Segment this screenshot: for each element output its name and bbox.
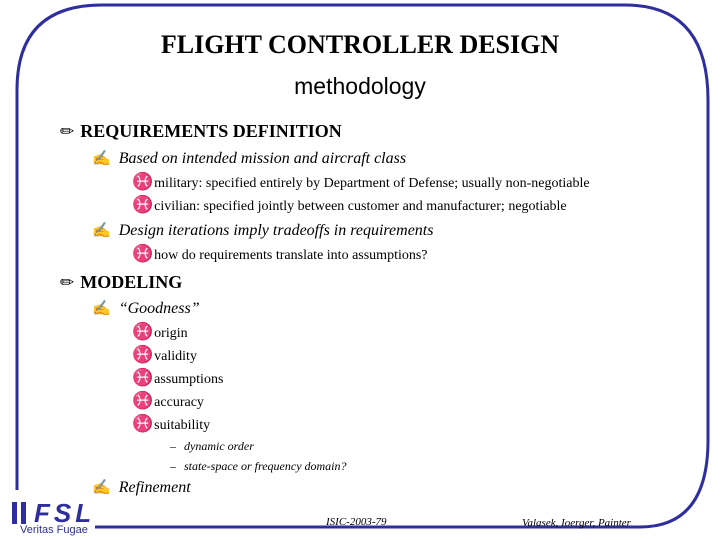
section-heading: ✏ MODELING: [60, 272, 183, 292]
pencil-icon: ✏: [60, 273, 75, 292]
sub-item: ♓suitability: [132, 414, 211, 433]
pisces-icon: ♓: [132, 391, 154, 410]
section-heading: ✏ REQUIREMENTS DEFINITION: [60, 121, 342, 141]
sub-item: ♓accuracy: [132, 391, 204, 410]
footer-authors: Valasek, Ioerger, Painter: [522, 517, 631, 529]
sub-item: ♓military: specified entirely by Department of Defense; usually non-negotiable: [132, 172, 590, 191]
footer-center: ISIC-2003-79: [326, 516, 387, 528]
writing-hand-icon: ✍: [92, 480, 111, 496]
sub-item: ♓how do requirements translate into assumptions?: [132, 244, 428, 263]
logo-text: FSL: [12, 502, 95, 524]
pisces-icon: ♓: [132, 195, 154, 214]
pisces-icon: ♓: [132, 345, 154, 364]
dash-item: – state-space or frequency domain?: [170, 459, 347, 473]
sub-item: ♓origin: [132, 322, 188, 341]
slide-subtitle: methodology: [294, 73, 426, 99]
sub-item: ♓assumptions: [132, 368, 224, 387]
sub-item: ♓validity: [132, 345, 197, 364]
writing-hand-icon: ✍: [92, 301, 111, 317]
logo-motto: Veritas Fugae: [20, 524, 88, 536]
pisces-icon: ♓: [132, 322, 154, 341]
pisces-icon: ♓: [132, 368, 154, 387]
writing-hand-icon: ✍: [92, 151, 111, 167]
writing-hand-icon: ✍: [92, 223, 111, 239]
dash-item: – dynamic order: [170, 439, 254, 453]
list-item: ✍ “Goodness”: [92, 300, 200, 317]
fsl-logo: [12, 498, 96, 537]
pisces-icon: ♓: [132, 244, 154, 263]
list-item: ✍ Refinement: [92, 479, 191, 496]
pencil-icon: ✏: [60, 122, 75, 141]
sub-item: ♓civilian: specified jointly between customer and manufacturer; negotiable: [132, 195, 567, 214]
pisces-icon: ♓: [132, 414, 154, 433]
list-item: ✍ Design iterations imply tradeoffs in requirements: [92, 222, 434, 239]
slide-title: FLIGHT CONTROLLER DESIGN: [160, 30, 560, 59]
pisces-icon: ♓: [132, 172, 154, 191]
list-item: ✍ Based on intended mission and aircraft class: [92, 150, 407, 167]
